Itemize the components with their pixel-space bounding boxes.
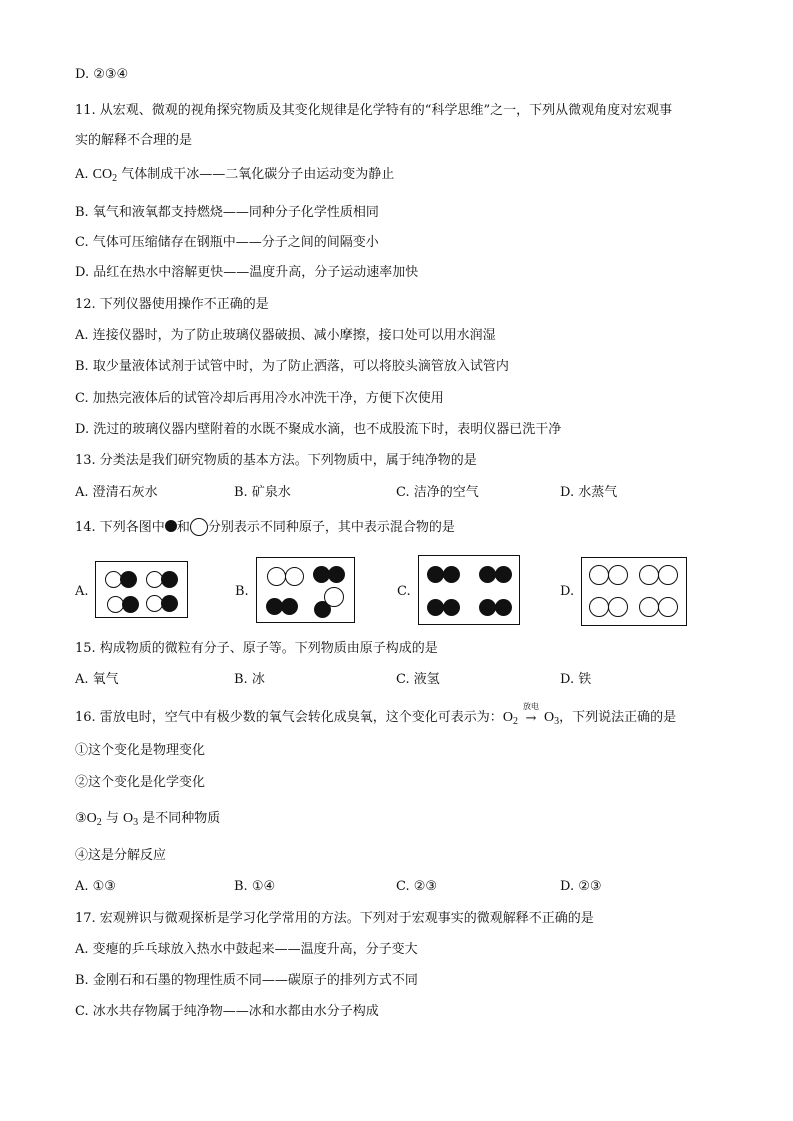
q12-option-c: C. 加热完液体后的试管冷却后再用冷水冲洗干净，方便下次使用: [75, 391, 444, 406]
white-atom: [589, 597, 609, 617]
q12-option-d: D. 洗过的玻璃仪器内壁附着的水既不聚成水滴，也不成股流下时，表明仪器已洗干净: [75, 422, 562, 437]
q15-stem: 15. 构成物质的微粒有分子、原子等。下列物质由原子构成的是: [75, 641, 438, 656]
q17-option-b: B. 金刚石和石墨的物理性质不同——碳原子的排列方式不同: [75, 973, 418, 988]
black-atom: [120, 571, 137, 588]
black-atom: [443, 566, 460, 583]
q14-label-d: D.: [560, 584, 575, 599]
white-atom: [324, 587, 344, 607]
q16-item-1: ①这个变化是物理变化: [75, 743, 206, 758]
q11-option-c: C. 气体可压缩储存在钢瓶中——分子之间的间隔变小: [75, 235, 379, 250]
q14-label-a: A.: [75, 584, 89, 599]
q14-diagram-b: [256, 557, 355, 623]
q12-stem: 12. 下列仪器使用操作不正确的是: [75, 297, 269, 312]
o3-formula-sub: 3: [133, 817, 139, 828]
q14-stem: [75, 518, 455, 537]
q13-option-a: A. 澄清石灰水: [75, 485, 158, 500]
white-atom: [639, 565, 659, 585]
o2-formula-sub: 2: [96, 817, 102, 828]
q14-stem-part2: 和: [176, 520, 190, 535]
black-atom: [479, 599, 496, 616]
black-atom: [161, 595, 178, 612]
white-atom: [589, 565, 609, 585]
o3-formula-sub: 3: [554, 716, 560, 727]
q11-stem-line1: 11. 从宏观、微观的视角探究物质及其变化规律是化学特有的“科学思维”之一，下列从微观角度对宏观事: [75, 103, 673, 118]
q16-item-4: ④这是分解反应: [75, 848, 167, 863]
q14-stem-part1: 14. 下列各图中: [75, 520, 165, 535]
q11-option-a-prefix: A.: [75, 167, 93, 182]
q17-option-c: C. 冰水共存物属于纯净物——冰和水都由水分子构成: [75, 1004, 379, 1019]
q13-option-d: D. 水蒸气: [560, 485, 618, 500]
q16-item-3: [75, 810, 220, 832]
o3-formula: [544, 710, 559, 725]
q11-stem-line2: 实的解释不合理的是: [75, 133, 193, 148]
reaction-condition: 放电: [522, 702, 539, 711]
black-atom: [495, 599, 512, 616]
black-atom: [427, 566, 444, 583]
q11-option-a: [75, 166, 394, 188]
q16-option-b: B. ①④: [234, 879, 276, 894]
q11-option-b: B. 氧气和液氧都支持燃烧——同种分子化学性质相同: [75, 205, 379, 220]
q14-diagram-d: [581, 557, 687, 626]
q16-stem-part1: 16. 雷放电时，空气中有极少数的氧气会转化成臭氧，这个变化可表示为：: [75, 710, 503, 725]
white-atom: [267, 567, 286, 586]
o2-formula: [87, 811, 102, 826]
o3-formula: [123, 811, 138, 826]
q16-stem: [75, 702, 677, 731]
o2-formula-main: O: [86, 811, 97, 826]
q14-diagram-a: [95, 561, 188, 618]
white-atom: [608, 597, 628, 617]
reaction-arrow: [518, 702, 544, 728]
co2-formula-main: CO: [92, 167, 113, 182]
black-atom: [479, 566, 496, 583]
q16-item-3-suffix: 是不同种物质: [138, 811, 221, 826]
q15-option-a: A. 氧气: [75, 672, 119, 687]
q16-stem-part2: ，下列说法正确的是: [559, 710, 677, 725]
white-atom: [658, 597, 678, 617]
q14-label-c: C.: [397, 584, 411, 599]
o2-formula-sub: 2: [512, 716, 518, 727]
black-atom: [281, 598, 298, 615]
black-atom: [443, 599, 460, 616]
q15-option-b: B. 冰: [234, 672, 265, 687]
o2-formula: [503, 710, 518, 725]
q14-stem-part3: 分别表示不同种原子，其中表示混合物的是: [207, 520, 455, 535]
q16-item-3-prefix: ③: [75, 811, 87, 826]
co2-formula: [93, 167, 117, 182]
q17-option-a: A. 变瘪的乒乓球放入热水中鼓起来——温度升高，分子变大: [75, 942, 418, 957]
black-atom: [328, 566, 345, 583]
q14-label-b: B.: [235, 584, 249, 599]
q16-option-c: C. ②③: [396, 879, 438, 894]
q16-option-a: A. ①③: [75, 879, 116, 894]
q11-option-a-text: 气体制成干冰——二氧化碳分子由运动变为静止: [117, 167, 395, 182]
black-atom-icon: [165, 520, 177, 532]
q16-item-2: ②这个变化是化学变化: [75, 775, 206, 790]
white-atom: [285, 567, 304, 586]
white-atom-icon: [190, 518, 208, 536]
co2-formula-sub: 2: [112, 173, 118, 184]
white-atom: [639, 597, 659, 617]
q15-option-c: C. 液氢: [396, 672, 440, 687]
q13-option-b: B. 矿泉水: [234, 485, 291, 500]
black-atom: [122, 596, 139, 613]
q12-option-a: A. 连接仪器时，为了防止玻璃仪器破损、减小摩擦，接口处可以用水润湿: [75, 328, 496, 343]
o2-formula-main: O: [502, 710, 513, 725]
q11-option-d: D. 品红在热水中溶解更快——温度升高，分子运动速率加快: [75, 265, 419, 280]
q10-option-d: D. ②③④: [75, 67, 129, 82]
black-atom: [495, 566, 512, 583]
q13-stem: 13. 分类法是我们研究物质的基本方法。下列物质中，属于纯净物的是: [75, 453, 477, 468]
o3-formula-main: O: [543, 710, 555, 725]
q15-option-d: D. 铁: [560, 672, 592, 687]
white-atom: [608, 565, 628, 585]
q16-item-3-mid: 与: [101, 811, 124, 826]
white-atom: [658, 565, 678, 585]
q14-diagram-c: [418, 555, 520, 625]
q17-stem: 17. 宏观辨识与微观探析是学习化学常用的方法。下列对于宏观事实的微观解释不正确的是: [75, 911, 594, 926]
q16-option-d: D. ②③: [560, 879, 602, 894]
q12-option-b: B. 取少量液体试剂于试管中时，为了防止洒落，可以将胶头滴管放入试管内: [75, 359, 509, 374]
black-atom: [427, 599, 444, 616]
arrow-glyph: →: [525, 711, 537, 726]
o3-formula-main: O: [123, 811, 134, 826]
q13-option-c: C. 洁净的空气: [396, 485, 479, 500]
black-atom: [161, 571, 178, 588]
